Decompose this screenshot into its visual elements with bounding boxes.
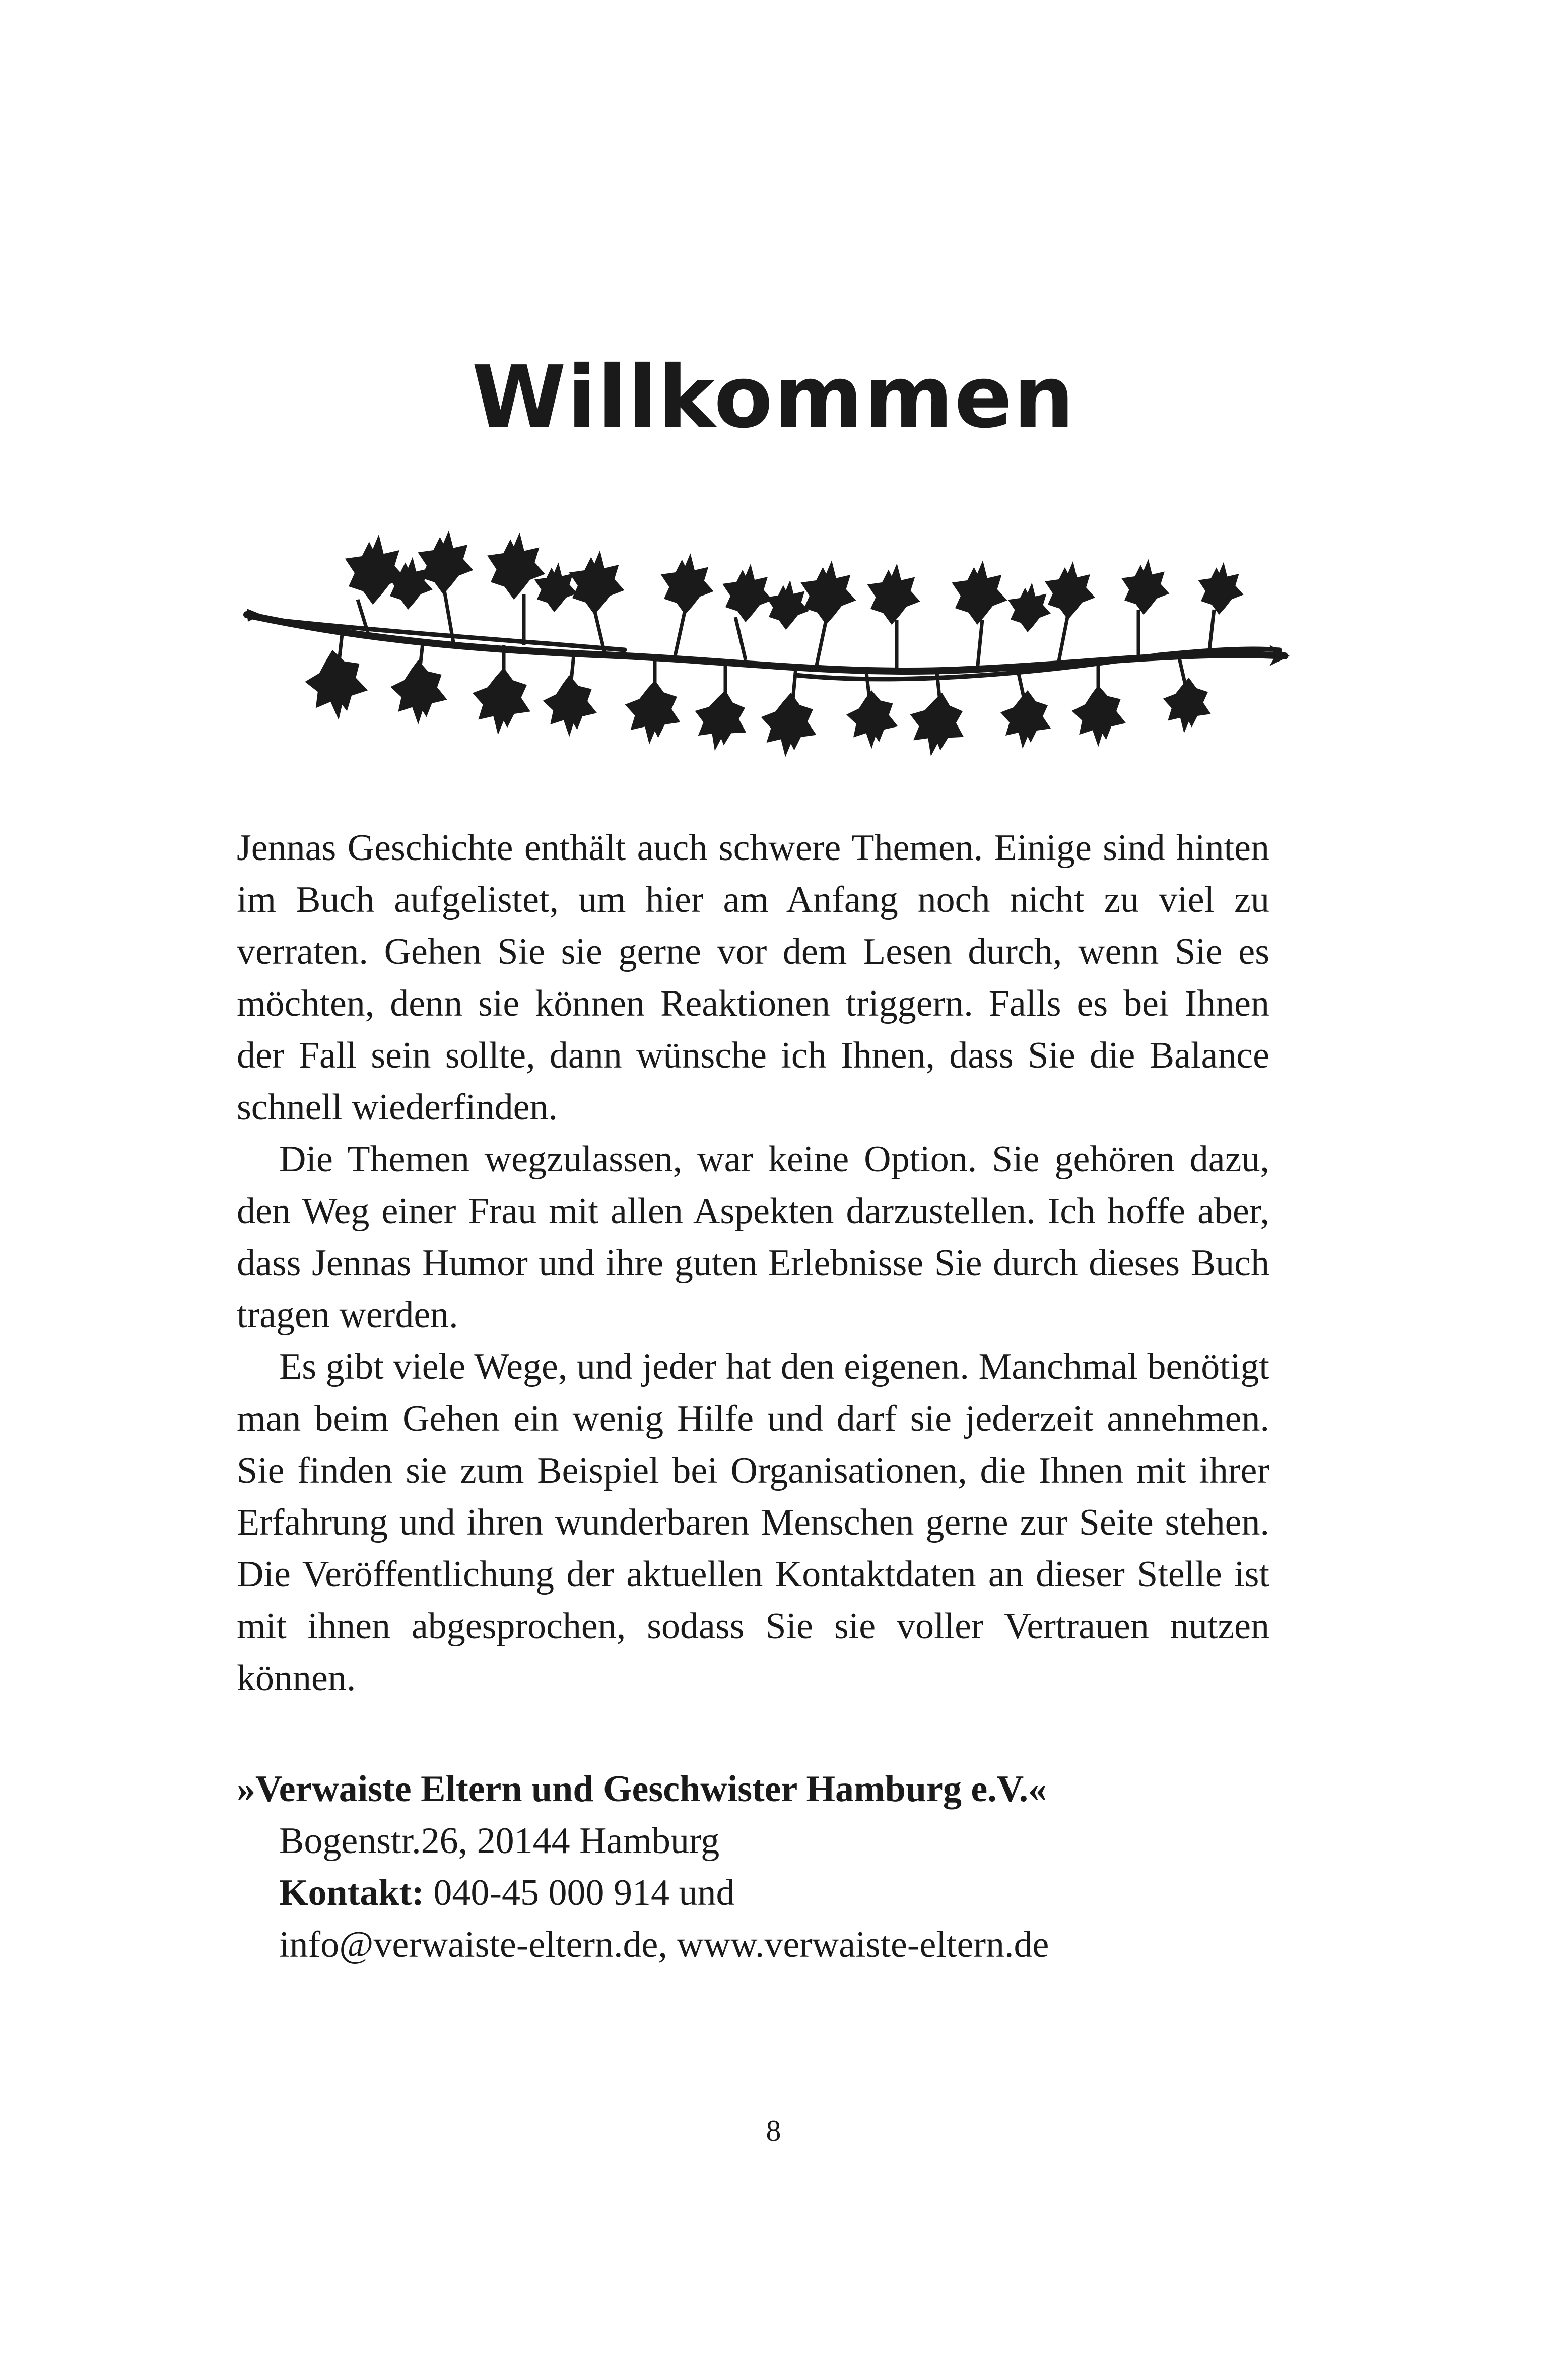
page-title: Willkommen: [472, 348, 1075, 447]
organization-name: »Verwaiste Eltern und Geschwister Hamburg e.V.«: [237, 1768, 1047, 1810]
phone-number: 040-45 000 914 und: [424, 1872, 735, 1913]
body-text: [237, 822, 1269, 1704]
paragraph-3: Es gibt viele Wege, und jeder hat den eigenen. Manchmal benötigt man beim Gehen ein wenig Hilfe und darf sie jederzeit annehmen. Sie finden sie zum Beispiel bei Organisationen, die Ihnen mit ihrer Erfahrung und ihren wunderbaren Menschen gerne zur Seite stehen. Die Veröffentlichung der aktuellen Kontaktdaten an dieser Stelle ist mit ihnen abgesprochen, sodass Sie sie voller Vertrauen nutzen können.: [237, 1346, 1269, 1699]
paragraph-1: Jennas Geschichte enthält auch schwere Themen. Einige sind hinten im Buch aufgelistet, um hier am Anfang noch nicht zu viel zu verraten. Gehen Sie sie gerne vor dem Lesen durch, wenn Sie es möchten, denn sie können Reaktionen triggern. Falls es bei Ihnen der Fall sein sollte, dann wünsche ich Ihnen, dass Sie die Balance schnell wiederfinden.: [237, 827, 1269, 1128]
address: Bogenstr.26, 20144 Hamburg: [279, 1820, 720, 1862]
contact-block: [237, 1763, 1345, 1971]
contact-label: Kontakt:: [279, 1872, 424, 1913]
web-contact: info@verwaiste-eltern.de, www.verwaiste-eltern.de: [279, 1924, 1049, 1965]
ivy-vine-ornament: [242, 524, 1290, 766]
contact-line: [237, 1867, 1345, 1919]
page-number: 8: [766, 2114, 781, 2147]
paragraph-2: Die Themen wegzulassen, war keine Option. Sie gehören dazu, den Weg einer Frau mit allen Aspekten darzustellen. Ich hoffe aber, dass Jennas Humor und ihre guten Erlebnisse Sie durch dieses Buch tragen werden.: [237, 1139, 1269, 1336]
